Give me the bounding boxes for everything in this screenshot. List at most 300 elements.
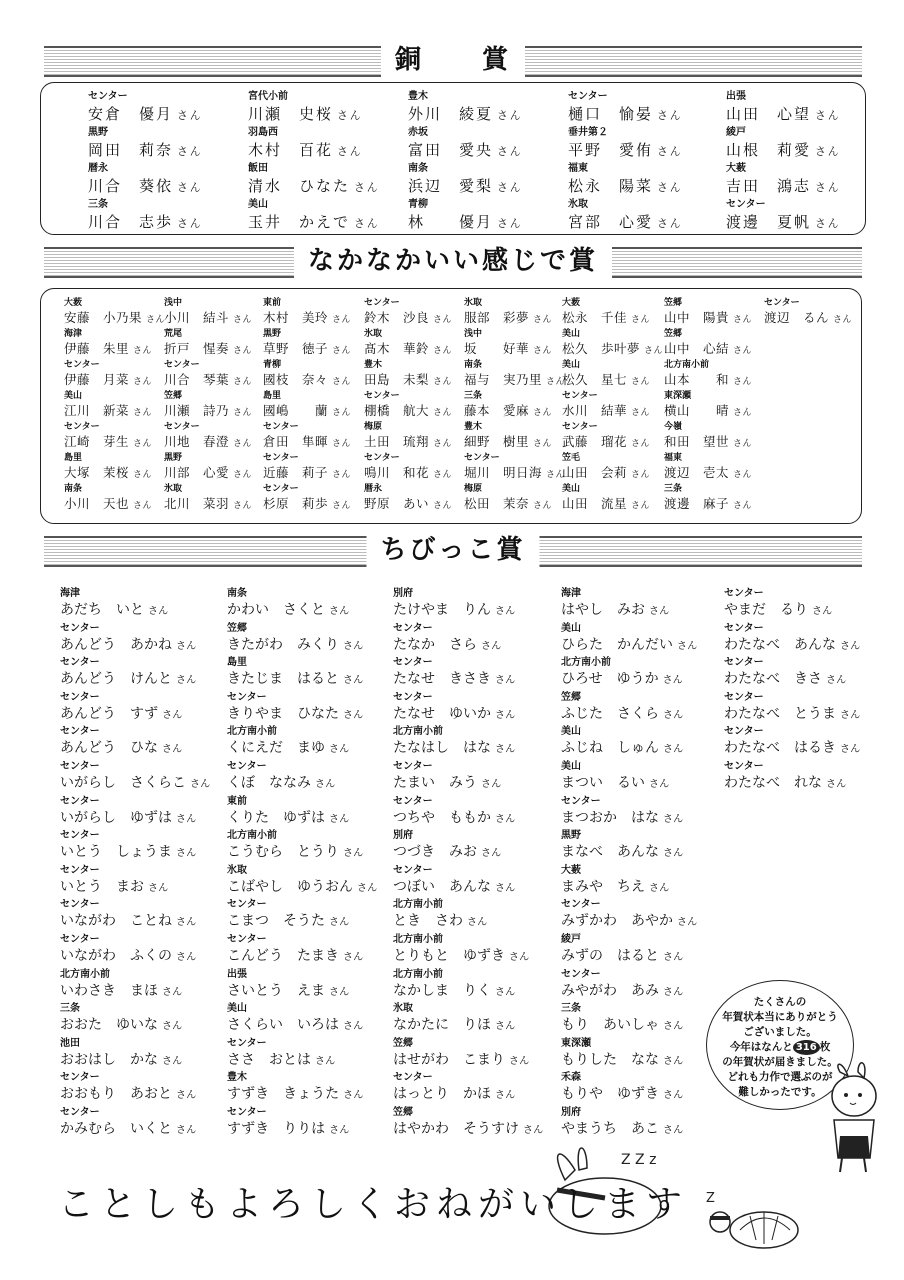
school-label: 美山 xyxy=(561,760,581,772)
honorific: さん xyxy=(233,501,253,511)
school-label: 出張 xyxy=(227,968,247,980)
school-label: センター xyxy=(568,91,608,102)
school-label: 青柳 xyxy=(263,360,282,370)
child-name xyxy=(60,1084,210,1106)
name-text: 山田 心望 xyxy=(726,105,812,123)
child-name xyxy=(164,495,252,515)
name-entry xyxy=(562,298,663,329)
honorific: さん xyxy=(148,882,169,894)
name-text: はっとり かほ xyxy=(393,1086,491,1103)
name-text: 安藤 小乃果 xyxy=(64,310,143,325)
school-label: センター xyxy=(60,899,100,911)
name-text: 松久 歩叶夢 xyxy=(562,341,641,356)
school-label: 三条 xyxy=(464,391,483,401)
school-label: 東前 xyxy=(227,795,247,807)
chibikko-title: ちびっこ賞 xyxy=(366,532,539,568)
honorific: さん xyxy=(329,917,350,929)
school-label: センター xyxy=(60,1072,100,1084)
school-label: センター xyxy=(561,899,601,911)
honorific: さん xyxy=(523,1124,544,1136)
name-entry xyxy=(393,725,543,760)
name-entry xyxy=(64,453,165,484)
name-text: 川合 琴葉 xyxy=(164,372,230,387)
name-text: つづき みお xyxy=(393,844,477,861)
name-text: くりた ゆずは xyxy=(227,809,325,826)
bubble-line: の年賀状が届きました。 xyxy=(722,1056,838,1068)
name-entry xyxy=(248,199,380,235)
bubble-line: 年賀状本当にありがとう xyxy=(722,1011,838,1023)
school-label: 北方南小前 xyxy=(227,830,277,842)
name-text: 水川 結華 xyxy=(562,403,628,418)
child-name xyxy=(164,402,252,422)
name-entry xyxy=(561,864,697,899)
honorific: さん xyxy=(495,709,516,721)
name-entry xyxy=(561,933,697,968)
name-entry xyxy=(227,760,377,795)
school-label: 荒尾 xyxy=(164,329,183,339)
school-label: 美山 xyxy=(562,329,581,339)
name-text: 玉井 かえで xyxy=(248,213,351,231)
child-name xyxy=(364,464,452,484)
school-label: センター xyxy=(60,622,100,634)
child-name xyxy=(568,139,683,163)
child-name xyxy=(393,877,543,899)
child-name xyxy=(164,433,252,453)
name-entry xyxy=(561,829,697,864)
honorific: さん xyxy=(663,1090,684,1102)
name-entry xyxy=(561,898,697,933)
school-label: 笠郷 xyxy=(227,622,247,634)
chibi-column xyxy=(393,587,543,1141)
honorific: さん xyxy=(657,217,683,230)
honorific: さん xyxy=(663,813,684,825)
child-name xyxy=(561,669,697,691)
school-label: 福東 xyxy=(568,163,588,174)
child-name xyxy=(364,371,452,391)
child-name xyxy=(364,495,452,515)
school-label: 青柳 xyxy=(408,199,428,210)
name-entry xyxy=(60,829,210,864)
honorific: さん xyxy=(662,675,683,687)
school-label: センター xyxy=(263,453,299,463)
name-text: 和田 望世 xyxy=(664,434,730,449)
honorific: さん xyxy=(497,145,523,158)
bubble-line: ございました。 xyxy=(743,1026,817,1038)
child-name xyxy=(60,1050,210,1072)
nakanaka-title: なかなかいい感じで賞 xyxy=(294,243,612,279)
honorific: さん xyxy=(176,951,197,963)
honorific: さん xyxy=(343,1021,364,1033)
school-label: センター xyxy=(764,298,800,308)
honorific: さん xyxy=(826,778,847,790)
name-text: はやし みお xyxy=(561,602,645,618)
honorific: さん xyxy=(177,217,203,230)
name-text: 大塚 茉桜 xyxy=(64,465,130,480)
honorific: さん xyxy=(495,882,516,894)
honorific: さん xyxy=(315,1055,336,1067)
child-name xyxy=(664,464,752,484)
name-text: 小川 天也 xyxy=(64,496,130,511)
honorific: さん xyxy=(343,675,364,687)
school-label: センター xyxy=(561,968,601,980)
school-label: センター xyxy=(60,691,100,703)
name-entry xyxy=(60,864,210,899)
honorific: さん xyxy=(495,675,516,687)
honorific: さん xyxy=(162,1021,183,1033)
name-entry xyxy=(561,1071,697,1106)
honorific: さん xyxy=(497,181,523,194)
name-text: こまつ そうた xyxy=(227,913,325,930)
child-name xyxy=(561,635,697,657)
child-name xyxy=(464,340,565,360)
name-entry xyxy=(408,163,523,199)
honorific: さん xyxy=(177,109,203,122)
honorific: さん xyxy=(233,408,253,418)
honorific: さん xyxy=(533,408,553,418)
name-entry xyxy=(60,760,210,795)
name-entry xyxy=(164,391,252,422)
dou-column xyxy=(248,91,380,235)
school-label: 浅中 xyxy=(464,329,483,339)
name-entry xyxy=(364,422,452,453)
name-text: たなせ きさき xyxy=(393,671,491,688)
chibi-column xyxy=(227,587,377,1141)
naka-column xyxy=(364,298,452,515)
child-name xyxy=(561,773,697,795)
school-label: センター xyxy=(227,1037,267,1049)
school-label: 笠郷 xyxy=(664,298,683,308)
honorific: さん xyxy=(733,501,753,511)
school-label: 北方南小前 xyxy=(393,933,443,945)
school-label: 出張 xyxy=(726,91,746,102)
honorific: さん xyxy=(733,470,753,480)
child-name xyxy=(561,842,697,864)
honorific: さん xyxy=(840,709,861,721)
honorific: さん xyxy=(509,951,530,963)
name-text: ふじた さくら xyxy=(561,705,659,722)
child-name xyxy=(60,946,210,968)
school-label: 北方南小前 xyxy=(393,726,443,738)
name-text: おおもり あおと xyxy=(60,1086,172,1103)
name-entry xyxy=(227,933,377,968)
child-name xyxy=(227,808,377,830)
name-entry xyxy=(60,622,210,657)
name-text: いながわ ふくの xyxy=(60,947,172,964)
child-name xyxy=(664,340,752,360)
school-label: 南条 xyxy=(64,484,83,494)
name-text: なかしま りく xyxy=(393,982,491,999)
child-name xyxy=(724,635,860,657)
name-entry xyxy=(464,329,565,360)
honorific: さん xyxy=(329,744,350,756)
name-text: いとう しょうま xyxy=(60,844,172,861)
child-name xyxy=(562,433,663,453)
name-entry xyxy=(408,199,523,235)
child-name xyxy=(60,1015,210,1037)
child-name xyxy=(64,371,165,391)
child-name xyxy=(263,464,351,484)
honorific: さん xyxy=(733,315,753,325)
name-text: たなはし はな xyxy=(393,740,491,757)
school-label: 氷取 xyxy=(227,864,247,876)
name-entry xyxy=(88,199,203,235)
name-text: 横山 晴 xyxy=(664,403,730,418)
name-text: 山中 心結 xyxy=(664,341,730,356)
child-name xyxy=(64,464,165,484)
dou-column xyxy=(408,91,523,235)
child-name xyxy=(562,402,663,422)
name-text: わたなべ あんな xyxy=(724,636,836,653)
child-name xyxy=(464,495,565,515)
school-label: 三条 xyxy=(60,1003,80,1015)
bubble-text: 今年はなんと xyxy=(729,1041,793,1053)
child-name xyxy=(726,175,841,199)
name-entry xyxy=(764,298,852,329)
school-label: 宮代小前 xyxy=(248,91,288,102)
honorific: さん xyxy=(663,1021,684,1033)
name-entry xyxy=(724,725,860,760)
name-entry xyxy=(64,391,165,422)
child-name xyxy=(60,1119,210,1141)
name-text: あんどう ひな xyxy=(60,740,158,757)
child-name xyxy=(60,877,210,899)
name-entry xyxy=(664,391,752,422)
name-text: つぼい あんな xyxy=(393,878,491,895)
school-label: センター xyxy=(364,298,400,308)
child-name xyxy=(408,139,523,163)
school-label: 豊木 xyxy=(408,91,428,102)
bubble-line: 難しかったです。 xyxy=(738,1086,822,1098)
name-text: 山根 莉愛 xyxy=(726,141,812,159)
honorific: さん xyxy=(133,408,153,418)
naka-column xyxy=(562,298,663,515)
child-name xyxy=(263,495,351,515)
honorific: さん xyxy=(733,346,753,356)
school-label: 笠郷 xyxy=(393,1037,413,1049)
honorific: さん xyxy=(840,640,861,652)
child-name xyxy=(64,402,165,422)
child-name xyxy=(227,877,377,899)
name-text: わたなべ きさ xyxy=(724,671,822,688)
name-text: 國枝 奈々 xyxy=(263,372,329,387)
school-label: 暦永 xyxy=(364,484,383,494)
name-text: 川瀬 史桜 xyxy=(248,105,334,123)
child-name xyxy=(60,600,210,622)
name-entry xyxy=(227,864,377,899)
child-name xyxy=(227,1084,377,1106)
honorific: さん xyxy=(677,917,698,929)
honorific: さん xyxy=(481,848,502,860)
honorific: さん xyxy=(233,439,253,449)
honorific: さん xyxy=(337,145,363,158)
honorific: さん xyxy=(148,606,169,617)
school-label: センター xyxy=(561,795,601,807)
name-entry xyxy=(88,91,203,127)
school-label: センター xyxy=(227,1106,267,1118)
name-text: 安倉 優月 xyxy=(88,105,174,123)
name-entry xyxy=(248,91,380,127)
bubble-line: どれも力作で選ぶのが xyxy=(727,1071,833,1083)
name-text: 木村 百花 xyxy=(248,141,334,159)
name-text: 近藤 莉子 xyxy=(263,465,329,480)
child-name xyxy=(227,911,377,933)
chibi-column xyxy=(724,587,860,795)
name-text: 土田 琉翔 xyxy=(364,434,430,449)
name-text: 山田 流星 xyxy=(562,496,628,511)
name-entry xyxy=(724,587,860,622)
school-label: 北方南小前 xyxy=(664,360,710,370)
name-entry xyxy=(568,163,683,199)
name-text: 富田 愛央 xyxy=(408,141,494,159)
bubble-line: たくさんの xyxy=(753,996,807,1008)
name-entry xyxy=(60,795,210,830)
child-name xyxy=(263,371,351,391)
child-name xyxy=(724,773,860,795)
honorific: さん xyxy=(162,709,183,721)
honorific: さん xyxy=(815,217,841,230)
dou-column xyxy=(568,91,683,235)
name-entry xyxy=(164,298,252,329)
school-label: 池田 xyxy=(60,1037,80,1049)
name-text: くぼ ななみ xyxy=(227,774,311,791)
dou-column xyxy=(88,91,203,235)
school-label: 海津 xyxy=(60,588,80,599)
child-name xyxy=(561,1050,697,1072)
honorific: さん xyxy=(495,606,516,617)
honorific: さん xyxy=(495,744,516,756)
child-name xyxy=(562,495,663,515)
school-label: センター xyxy=(724,657,764,669)
honorific: さん xyxy=(663,744,684,756)
school-label: 黒野 xyxy=(164,453,183,463)
name-entry xyxy=(393,691,543,726)
child-name xyxy=(764,309,852,329)
name-entry xyxy=(726,91,841,127)
school-label: 大薮 xyxy=(561,864,581,876)
name-entry xyxy=(726,163,841,199)
name-text: 折戸 惺奏 xyxy=(164,341,230,356)
name-text: たけやま りん xyxy=(393,602,491,618)
honorific: さん xyxy=(833,315,853,325)
school-label: 氷取 xyxy=(164,484,183,494)
name-text: 藤本 愛麻 xyxy=(464,403,530,418)
name-text: 堀川 明日海 xyxy=(464,465,543,480)
honorific: さん xyxy=(354,181,380,194)
child-name xyxy=(561,1119,697,1141)
honorific: さん xyxy=(343,848,364,860)
child-name xyxy=(60,981,210,1003)
honorific: さん xyxy=(233,470,253,480)
honorific: さん xyxy=(657,109,683,122)
name-text: さくらい いろは xyxy=(227,1017,339,1034)
school-label: 氷取 xyxy=(393,1003,413,1015)
name-text: みずの はると xyxy=(561,947,659,964)
school-label: センター xyxy=(393,760,433,772)
bubble-text: 枚 xyxy=(819,1041,831,1053)
name-text: 髙木 華鈴 xyxy=(364,341,430,356)
child-name xyxy=(364,340,452,360)
name-entry xyxy=(726,199,841,235)
name-text: 樋口 愉晏 xyxy=(568,105,654,123)
honorific: さん xyxy=(533,501,553,511)
name-entry xyxy=(60,1002,210,1037)
name-text: 小川 結斗 xyxy=(164,310,230,325)
honorific: さん xyxy=(481,778,502,790)
school-label: センター xyxy=(364,453,400,463)
name-text: おおはし かな xyxy=(60,1051,158,1068)
honorific: さん xyxy=(649,882,670,894)
name-entry xyxy=(263,329,351,360)
child-name xyxy=(60,808,210,830)
name-entry xyxy=(263,391,351,422)
school-label: 羽島西 xyxy=(248,127,278,138)
honorific: さん xyxy=(533,315,553,325)
name-entry xyxy=(393,760,543,795)
naka-column xyxy=(164,298,252,515)
name-text: こうむら とうり xyxy=(227,844,339,861)
name-entry xyxy=(562,422,663,453)
child-name xyxy=(561,600,697,622)
naka-column xyxy=(263,298,351,515)
honorific: さん xyxy=(133,346,153,356)
child-name xyxy=(60,842,210,864)
honorific: さん xyxy=(233,346,253,356)
nakanaka-header xyxy=(44,247,862,278)
name-entry xyxy=(88,163,203,199)
child-name xyxy=(64,309,165,329)
name-text: 渡辺 るん xyxy=(764,310,830,325)
name-text: とき さわ xyxy=(393,913,463,930)
name-entry xyxy=(393,795,543,830)
name-entry xyxy=(64,298,165,329)
child-name xyxy=(227,635,377,657)
name-text: 渡邊 夏帆 xyxy=(726,213,812,231)
name-text: 山中 陽貴 xyxy=(664,310,730,325)
name-text: もりした なな xyxy=(561,1051,659,1068)
school-label: 氷取 xyxy=(568,199,588,210)
school-label: 大薮 xyxy=(726,163,746,174)
honorific: さん xyxy=(733,439,753,449)
name-text: とりもと ゆずき xyxy=(393,947,505,964)
snore-text: Z xyxy=(706,1191,715,1206)
honorific: さん xyxy=(337,109,363,122)
name-entry xyxy=(64,360,165,391)
name-text: 岡田 莉奈 xyxy=(88,141,174,159)
name-entry xyxy=(227,691,377,726)
school-label: 北方南小前 xyxy=(227,726,277,738)
name-entry xyxy=(561,656,697,691)
honorific: さん xyxy=(495,1090,516,1102)
child-name xyxy=(724,669,860,691)
name-text: あんどう すず xyxy=(60,705,159,722)
honorific: さん xyxy=(631,408,651,418)
honorific: さん xyxy=(176,675,197,687)
name-entry xyxy=(248,127,380,163)
child-name xyxy=(227,981,377,1003)
child-name xyxy=(393,981,543,1003)
name-entry xyxy=(60,898,210,933)
name-text: 山本 和 xyxy=(664,372,730,387)
name-text: 木村 美玲 xyxy=(263,310,329,325)
school-label: 笠郷 xyxy=(393,1106,413,1118)
school-label: 北方南小前 xyxy=(60,968,110,980)
child-name xyxy=(408,103,523,127)
name-entry xyxy=(408,91,523,127)
name-text: さいとう えま xyxy=(227,982,325,999)
honorific: さん xyxy=(354,217,380,230)
name-text: 江崎 芽生 xyxy=(64,434,130,449)
name-entry xyxy=(164,360,252,391)
